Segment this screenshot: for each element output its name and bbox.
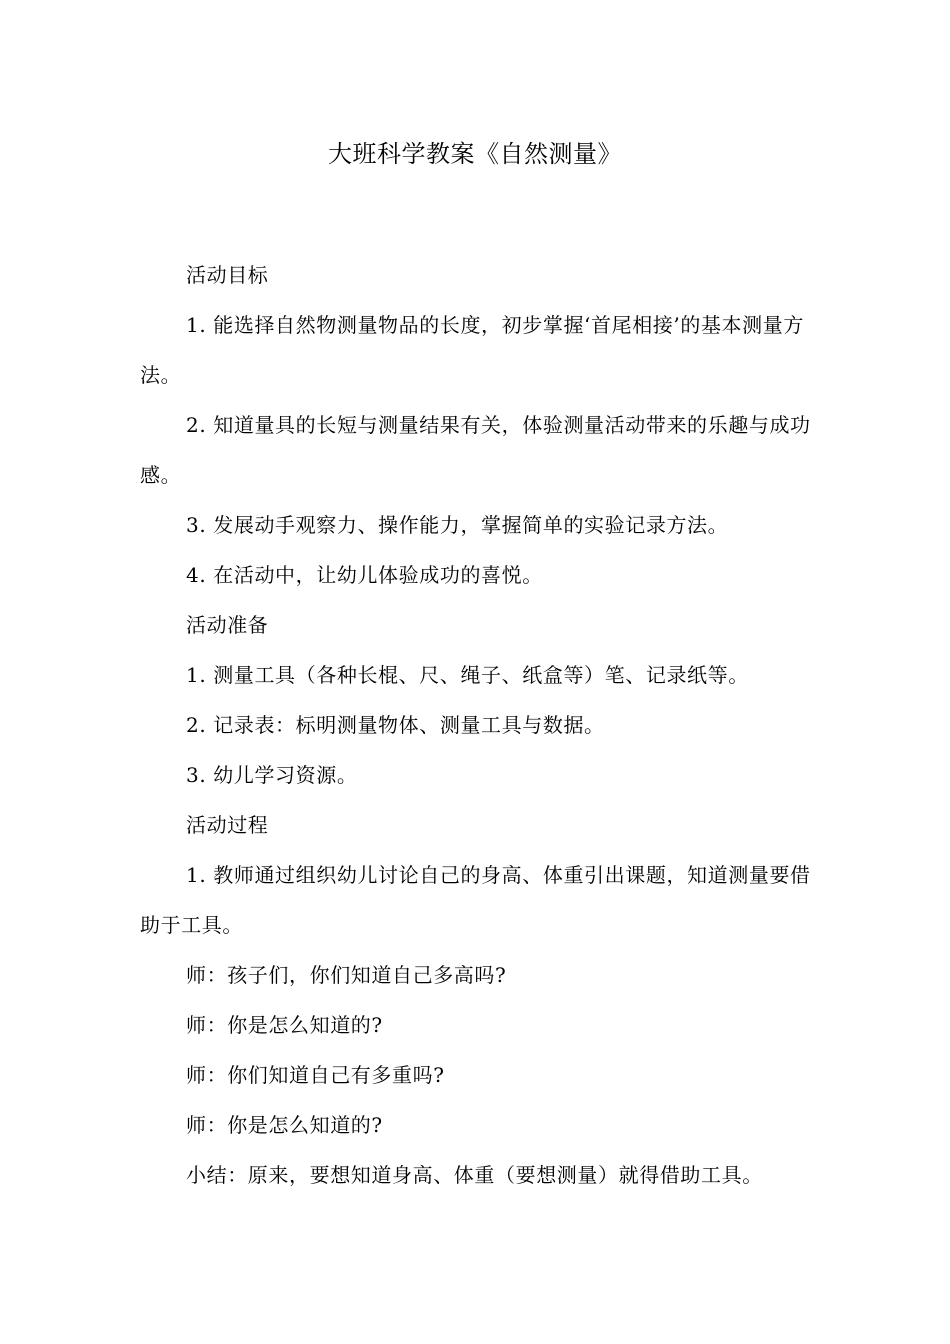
goal-item-1: 1. 能选择自然物测量物品的长度，初步掌握‘首尾相接’的基本测量方法。	[140, 313, 804, 387]
process-item-1: 1. 教师通过组织幼儿讨论自己的身高、体重引出课题，知道测量要借助于工具。	[140, 863, 811, 937]
goal-item-4: 4. 在活动中，让幼儿体验成功的喜悦。	[186, 563, 543, 587]
preparation-item-3: 3. 幼儿学习资源。	[186, 763, 358, 787]
dialogue-line: 师：你是怎么知道的?	[186, 1113, 383, 1137]
section-heading-goals: 活动目标	[186, 263, 269, 287]
preparation-item-2: 2. 记录表：标明测量物体、测量工具与数据。	[186, 713, 605, 737]
goal-item-3: 3. 发展动手观察力、操作能力，掌握简单的实验记录方法。	[186, 513, 729, 537]
section-heading-process: 活动过程	[186, 813, 269, 837]
goal-item-2: 2. 知道量具的长短与测量结果有关，体验测量活动带来的乐趣与成功感。	[140, 413, 811, 487]
summary-line: 小结：原来，要想知道身高、体重（要想测量）就得借助工具。	[186, 1163, 763, 1187]
document-title: 大班科学教案《自然测量》	[328, 140, 622, 168]
dialogue-line: 师：孩子们，你们知道自己多高吗?	[186, 963, 507, 987]
dialogue-line: 师：你是怎么知道的?	[186, 1013, 383, 1037]
dialogue-line: 师：你们知道自己有多重吗?	[186, 1063, 445, 1087]
document-body	[140, 250, 824, 1200]
preparation-item-1: 1. 测量工具（各种长棍、尺、绳子、纸盒等）笔、记录纸等。	[186, 663, 749, 687]
section-heading-preparation: 活动准备	[186, 613, 269, 637]
